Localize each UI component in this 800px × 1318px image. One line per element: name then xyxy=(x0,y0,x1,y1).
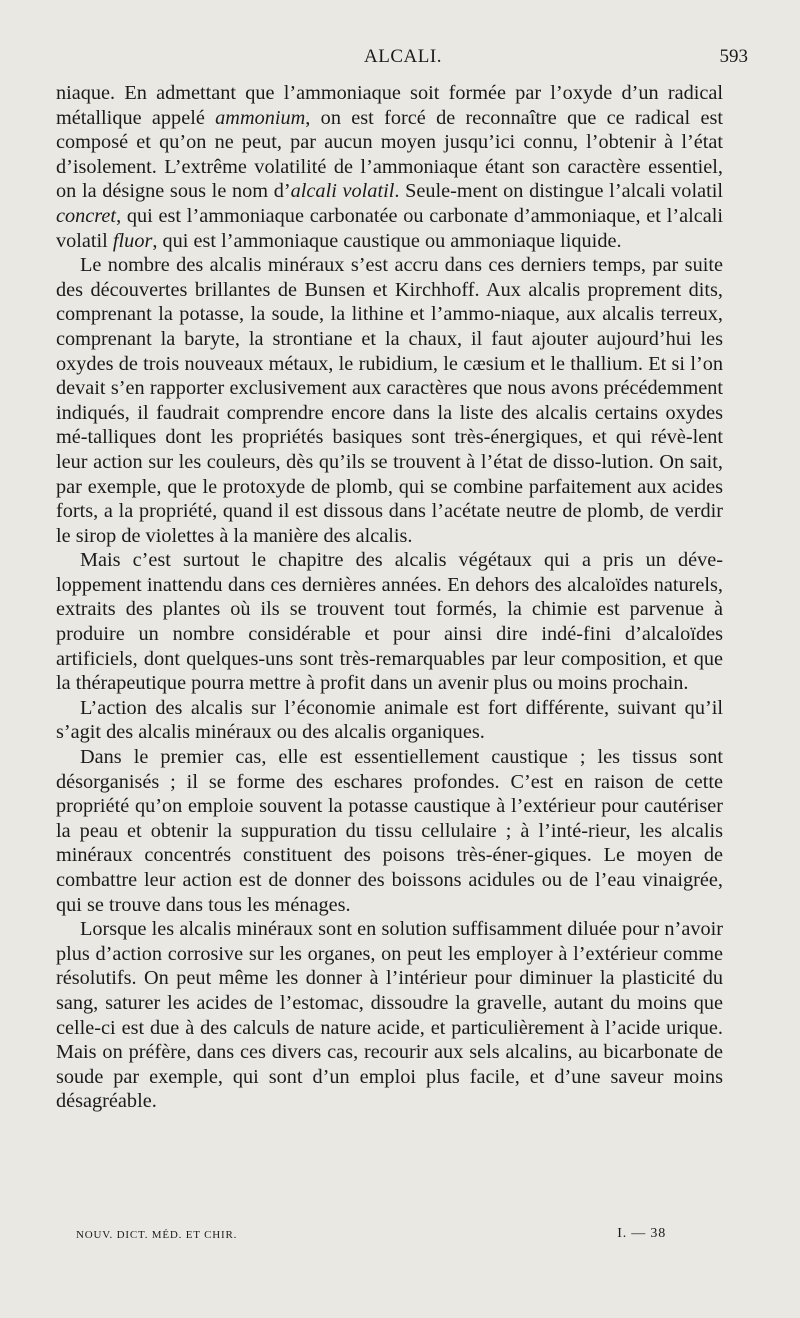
text-run: Le nombre des alcalis minéraux s’est accru dans ces derniers temps, par suite des découvertes brillantes de Bunsen et Kirchhoff. Aux alcalis proprement dits, comprenant la potasse, la soude, la lithine et l’ammo-niaque, aux alcalis terreux, comprenant la baryte, la strontiane et la chaux, il faut ajouter aujourd’hui les oxydes de trois nouveaux métaux, le rubidium, le cæsium et le thallium. Et si l’on devait s’en rapporter exclusivement aux caractères que nous avons précédemment indiqués, il faudrait comprendre encore dans la liste des alcalis certains oxydes mé-talliques dont les propriétés basiques sont très-énergiques, et qui révè-lent leur action sur les couleurs, dès qu’ils se trouvent à l’état de disso-lution. On sait, par exemple, que le protoxyde de plomb, qui se combine parfaitement aux acides forts, a la propriété, quand il est dissous dans l’acétate neutre de plomb, de verdir le sirop de violettes à la manière des alcalis. xyxy=(56,254,723,547)
text-run: Lorsque les alcalis minéraux sont en solution suffisamment diluée pour n’avoir plus d’action corrosive sur les organes, on peut les employer à l’extérieur comme résolutifs. On peut même les donner à l’intérieur pour diminuer la plasticité du sang, saturer les acides de l’estomac, dissoudre la gravelle, autant du moins que celle-ci est due à des calculs de nature acide, et particulièrement à l’acide urique. Mais on préfère, dans ces divers cas, recourir aux sels alcalins, au bicarbonate de soude par exemple, qui sont d’un emploi plus facile, et d’une saveur moins désagréable. xyxy=(56,918,723,1113)
text-run: Dans le premier cas, elle est essentiellement caustique ; les tissus sont désorganisés ; il se forme des eschares profondes. C’est en raison de cette propriété qu’on emploie souvent la potasse caustique à l’extérieur pour cautériser la peau et obtenir la suppuration du tissu cellulaire ; à l’inté-rieur, les alcalis minéraux concentrés constituent des poisons très-éner-giques. Le moyen de combattre leur action est de donner des boissons acidules ou de l’eau vinaigrée, qui se trouve dans tous les ménages. xyxy=(56,746,723,916)
paragraph xyxy=(56,696,723,745)
footer-volume-sheet: I. — 38 xyxy=(617,1226,666,1241)
footer-signature: NOUV. DICT. MÉD. ET CHIR. xyxy=(76,1229,238,1241)
text-run: Mais c’est surtout le chapitre des alcalis végétaux qui a pris un déve-loppement inattendu dans ces dernières années. En dehors des alcaloïdes naturels, extraits des plantes où ils se trouvent tout formés, la chimie est parvenue à produire un nombre considérable et pour ainsi dire indé-fini d’alcaloïdes artificiels, dont quelques-uns sont très-remarquables par leur composition, et que la thérapeutique pourra mettre à profit dans un avenir plus ou moins prochain. xyxy=(56,549,723,695)
italic-term: alcali volatil xyxy=(290,180,395,203)
italic-term: ammonium xyxy=(215,106,306,129)
page-footer xyxy=(76,1226,666,1246)
paragraph xyxy=(56,253,723,548)
running-header xyxy=(58,46,748,76)
paragraph xyxy=(56,917,723,1114)
body-text xyxy=(56,81,723,1114)
text-run: L’action des alcalis sur l’économie animale est fort différente, suivant qu’il s’agit des alcalis minéraux ou des alcalis organiques. xyxy=(56,696,723,744)
italic-term: fluor xyxy=(112,229,153,252)
italic-term: concret xyxy=(56,204,117,227)
text-run: niaque. En admettant que l’ammoniaque soit formée par l’oxyde d’un radical métallique appelé xyxy=(56,82,723,129)
text-run: . Seule-ment on distingue l’alcali volatil xyxy=(394,180,723,203)
running-title: ALCALI. xyxy=(364,46,442,67)
paragraph xyxy=(56,548,723,696)
paragraph xyxy=(56,745,723,917)
paragraph xyxy=(56,81,723,253)
text-run: , on est forcé de reconnaître que ce radical est composé et qu’on ne peut, par aucun moyen jusqu’ici connu, l’obtenir à l’état d’isolement. L’extrême volatilité de l’ammoniaque étant son caractère essentiel, on la désigne sous le nom d’ xyxy=(56,106,723,203)
text-run: , qui est l’ammoniaque caustique ou ammoniaque liquide. xyxy=(152,229,622,252)
page-number: 593 xyxy=(719,46,748,67)
text-run: , qui est l’ammoniaque carbonatée ou carbonate d’ammoniaque, et l’alcali volatil xyxy=(56,204,723,252)
